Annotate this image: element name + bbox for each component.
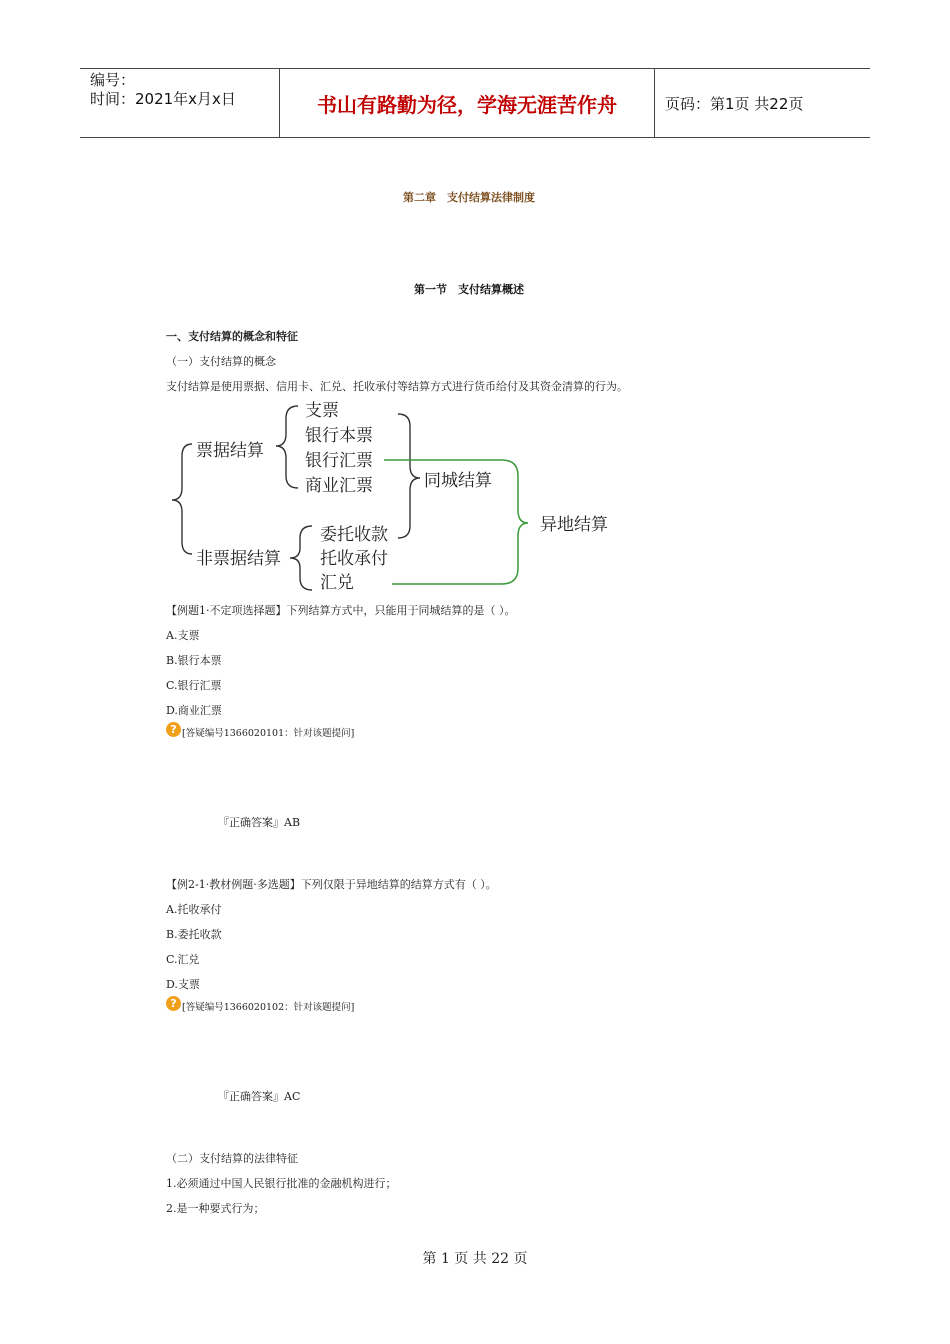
bill-items-brace [276, 406, 298, 488]
nonbill-item-remittance: 汇兑 [320, 573, 354, 593]
nonbill-item-collection: 委托收款 [320, 525, 388, 545]
heading-concept: 一、支付结算的概念和特征 [166, 330, 298, 343]
q2-ref-link[interactable]: [答疑编号1366020102：针对该题提问] [182, 1002, 355, 1013]
q1-option-b: B.银行本票 [166, 654, 222, 667]
q2-stem: 【例2-1·教材例题·多选题】下列仅限于异地结算的结算方式有（ ）。 [166, 878, 497, 891]
subheading-concept: （一）支付结算的概念 [166, 355, 276, 368]
main-brace [172, 444, 192, 554]
q2-option-d: D.支票 [166, 978, 200, 991]
q1-option-d: D.商业汇票 [166, 704, 222, 717]
time-label: 时间：2021年x月x日 [90, 90, 236, 108]
q2-option-c: C.汇兑 [166, 953, 200, 966]
q2-option-a: A.托收承付 [166, 903, 222, 916]
q1-answer: 『正确答案』AB [218, 816, 301, 829]
q1-ref-link[interactable]: [答疑编号1366020101：针对该题提问] [182, 728, 355, 739]
settlement-diagram [160, 396, 630, 596]
subheading-legal-features: （二）支付结算的法律特征 [166, 1152, 298, 1165]
q2-option-b: B.委托收款 [166, 928, 222, 941]
serial-label: 编号： [90, 71, 136, 89]
bill-item-cashier-check: 银行本票 [305, 426, 373, 446]
diff-place-label: 异地结算 [540, 515, 608, 535]
q1-option-a: A.支票 [166, 629, 200, 642]
bill-item-commercial-draft: 商业汇票 [305, 476, 373, 496]
bill-item-bank-draft: 银行汇票 [305, 451, 373, 471]
chapter-title: 第二章 支付结算法律制度 [403, 191, 535, 204]
q2-answer: 『正确答案』AC [218, 1090, 301, 1103]
question-mark-icon[interactable]: ? [166, 996, 181, 1011]
page-footer: 第 1 页 共 22 页 [422, 1251, 528, 1267]
page-header [80, 68, 870, 138]
same-city-label: 同城结算 [424, 471, 492, 491]
definition-text: 支付结算是使用票据、信用卡、汇兑、托收承付等结算方式进行货币给付及其资金清算的行为。 [166, 380, 628, 393]
nonbill-items-brace [290, 526, 312, 590]
feature-2: 2.是一种要式行为； [166, 1202, 265, 1215]
bill-item-check: 支票 [305, 401, 339, 421]
header-left [80, 69, 280, 137]
nonbill-item-acceptance: 托收承付 [320, 549, 388, 569]
nonbill-settlement-label: 非票据结算 [196, 549, 281, 569]
bill-settlement-label: 票据结算 [196, 441, 264, 461]
header-motto: 书山有路勤为径，学海无涯苦作舟 [280, 69, 655, 137]
q1-option-c: C.银行汇票 [166, 679, 222, 692]
feature-1: 1.必须通过中国人民银行批准的金融机构进行； [166, 1177, 397, 1190]
question-mark-icon[interactable]: ? [166, 722, 181, 737]
q1-stem: 【例题1·不定项选择题】下列结算方式中，只能用于同城结算的是（ ）。 [166, 604, 516, 617]
header-page-info: 页码：第1页 共22页 [665, 94, 804, 113]
section-title: 第一节 支付结算概述 [414, 283, 524, 296]
same-city-brace [398, 414, 420, 538]
